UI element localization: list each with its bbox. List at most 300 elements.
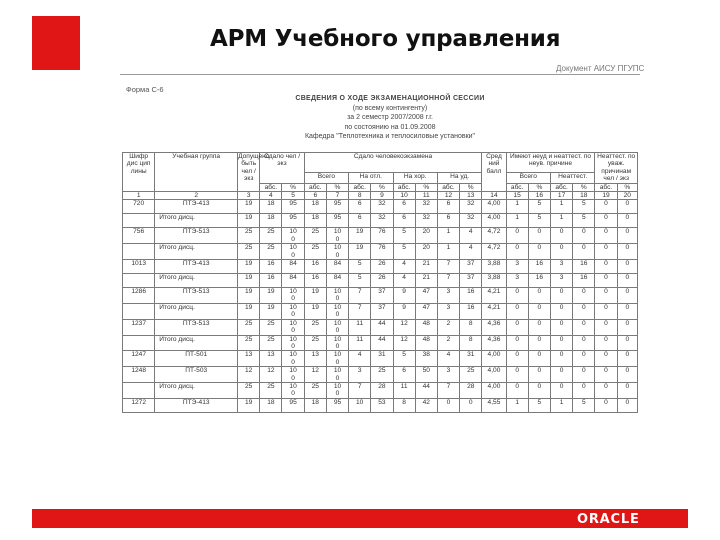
column-number: 2 bbox=[155, 192, 238, 200]
header-abs: абс. bbox=[506, 183, 528, 191]
table-cell: 25 bbox=[304, 382, 326, 398]
table-cell: 7 bbox=[349, 288, 371, 304]
column-number: 16 bbox=[528, 192, 550, 200]
table-cell: Итого дисц. bbox=[155, 244, 238, 260]
table-cell: 1 bbox=[437, 228, 459, 244]
table-cell: 6 bbox=[393, 367, 415, 383]
table-cell: 0 bbox=[550, 228, 572, 244]
table-cell: 0 bbox=[550, 351, 572, 367]
table-cell: 18 bbox=[304, 200, 326, 214]
table-cell: 720 bbox=[123, 200, 155, 214]
table-cell: 47 bbox=[415, 288, 437, 304]
table-cell: 0 bbox=[617, 274, 637, 288]
table-cell: 32 bbox=[415, 200, 437, 214]
table-cell: 19 bbox=[304, 303, 326, 319]
table-cell: 0 bbox=[550, 319, 572, 335]
table-cell: ПТЭ-513 bbox=[155, 228, 238, 244]
table-cell: 25 bbox=[304, 228, 326, 244]
table-cell: 0 bbox=[617, 398, 637, 412]
report-subtitle-line: (по всему контингенту) bbox=[352, 104, 428, 112]
table-cell: 44 bbox=[415, 382, 437, 398]
table-cell: 10 0 bbox=[326, 382, 348, 398]
table-cell: 0 bbox=[595, 228, 617, 244]
table-cell: 0 bbox=[617, 288, 637, 304]
report-subtitle-line: Кафедра "Теплотехника и теплосиловые установки" bbox=[304, 133, 476, 140]
table-cell: 3 bbox=[550, 274, 572, 288]
table-cell: 0 bbox=[595, 288, 617, 304]
table-cell: 3 bbox=[437, 288, 459, 304]
table-cell: 10 0 bbox=[282, 335, 304, 351]
table-cell: 7 bbox=[349, 303, 371, 319]
table-cell: 1 bbox=[550, 214, 572, 228]
column-number: 5 bbox=[282, 192, 304, 200]
table-cell: 25 bbox=[260, 244, 282, 260]
table-cell: 10 0 bbox=[282, 382, 304, 398]
table-cell: 19 bbox=[260, 303, 282, 319]
table-cell: ПТ-503 bbox=[155, 367, 238, 383]
table-cell: 5 bbox=[349, 260, 371, 274]
table-cell: 12 bbox=[393, 319, 415, 335]
session-report-table bbox=[122, 152, 638, 413]
table-cell: 25 bbox=[238, 382, 260, 398]
table-row bbox=[123, 260, 638, 274]
table-cell: 18 bbox=[304, 398, 326, 412]
table-cell: 2 bbox=[437, 319, 459, 335]
table-cell: 3 bbox=[437, 367, 459, 383]
table-cell: 1 bbox=[506, 398, 528, 412]
column-number: 9 bbox=[371, 192, 393, 200]
table-cell: 95 bbox=[282, 200, 304, 214]
table-cell: 10 0 bbox=[326, 319, 348, 335]
header-admitted: Допущено быть чел / экз bbox=[238, 153, 260, 192]
document-label: Документ АИСУ ПГУПС bbox=[556, 64, 645, 73]
table-cell: 9 bbox=[393, 288, 415, 304]
table-cell: 25 bbox=[238, 319, 260, 335]
table-cell: 0 bbox=[595, 335, 617, 351]
table-cell: 3,88 bbox=[482, 274, 506, 288]
table-cell: 25 bbox=[371, 367, 393, 383]
table-row bbox=[123, 367, 638, 383]
table-cell: 21 bbox=[415, 274, 437, 288]
table-cell: 4 bbox=[460, 244, 482, 260]
table-cell: 19 bbox=[238, 303, 260, 319]
table-cell: 6 bbox=[437, 200, 459, 214]
table-cell: 25 bbox=[238, 335, 260, 351]
table-cell: 16 bbox=[304, 274, 326, 288]
table-cell: 4,00 bbox=[482, 367, 506, 383]
table-cell: 0 bbox=[617, 214, 637, 228]
table-cell: ПТЭ-513 bbox=[155, 319, 238, 335]
table-cell: 25 bbox=[260, 319, 282, 335]
table-cell: 16 bbox=[573, 260, 595, 274]
table-cell: 10 0 bbox=[282, 244, 304, 260]
column-number: 3 bbox=[238, 192, 260, 200]
table-cell: Итого дисц. bbox=[155, 274, 238, 288]
table-cell: 18 bbox=[260, 398, 282, 412]
table-cell: 7 bbox=[437, 382, 459, 398]
table-cell: 32 bbox=[460, 214, 482, 228]
header-person-exams: Сдало человекоэкзамена bbox=[304, 153, 482, 173]
table-cell: 13 bbox=[304, 351, 326, 367]
header-pct: % bbox=[460, 183, 482, 191]
table-cell: 4,55 bbox=[482, 398, 506, 412]
table-cell: ПТЭ-513 bbox=[155, 288, 238, 304]
table-cell: 19 bbox=[260, 288, 282, 304]
table-cell: 0 bbox=[595, 398, 617, 412]
table-cell: 84 bbox=[282, 274, 304, 288]
table-cell: 4,72 bbox=[482, 244, 506, 260]
table-cell: 0 bbox=[617, 303, 637, 319]
table-cell: ПТЭ-413 bbox=[155, 398, 238, 412]
report-subtitle-line: по состоянию на 01.09.2008 bbox=[344, 123, 436, 131]
table-cell: 10 0 bbox=[326, 288, 348, 304]
table-cell: 10 0 bbox=[282, 319, 304, 335]
table-cell: 4 bbox=[393, 260, 415, 274]
table-cell: 0 bbox=[506, 335, 528, 351]
column-number: 12 bbox=[437, 192, 459, 200]
header-abs: абс. bbox=[260, 183, 282, 191]
table-cell: 5 bbox=[528, 214, 550, 228]
table-cell: 16 bbox=[528, 274, 550, 288]
column-number: 14 bbox=[482, 192, 506, 200]
table-cell: 4,21 bbox=[482, 303, 506, 319]
table-cell: 0 bbox=[617, 319, 637, 335]
table-cell: 42 bbox=[415, 398, 437, 412]
table-cell: 0 bbox=[617, 335, 637, 351]
header-excellent: На отл. bbox=[349, 172, 393, 183]
table-cell: 0 bbox=[617, 244, 637, 260]
header-abs: абс. bbox=[550, 183, 572, 191]
table-cell: 16 bbox=[304, 260, 326, 274]
table-cell: 0 bbox=[573, 367, 595, 383]
table-cell: 84 bbox=[326, 274, 348, 288]
table-cell: 3 bbox=[506, 260, 528, 274]
table-cell: 0 bbox=[528, 244, 550, 260]
table-cell: 47 bbox=[415, 303, 437, 319]
table-cell: 1272 bbox=[123, 398, 155, 412]
table-cell: 10 0 bbox=[282, 351, 304, 367]
table-cell: 1 bbox=[437, 244, 459, 260]
header-abs: абс. bbox=[595, 183, 617, 191]
table-cell: 4,72 bbox=[482, 228, 506, 244]
table-cell: 0 bbox=[595, 200, 617, 214]
table-cell: 10 0 bbox=[282, 303, 304, 319]
table-cell: 95 bbox=[282, 214, 304, 228]
table-cell: 19 bbox=[238, 200, 260, 214]
table-cell: 2 bbox=[437, 335, 459, 351]
table-cell: 0 bbox=[595, 382, 617, 398]
table-cell: 5 bbox=[573, 398, 595, 412]
table-cell: 13 bbox=[260, 351, 282, 367]
table-cell: Итого дисц. bbox=[155, 335, 238, 351]
table-cell: 12 bbox=[238, 367, 260, 383]
table-cell: 0 bbox=[506, 244, 528, 260]
table-cell: 19 bbox=[349, 244, 371, 260]
table-cell: 0 bbox=[506, 288, 528, 304]
table-row bbox=[123, 274, 638, 288]
header-excused: Неаттест. по уваж. причинам чел / экз bbox=[595, 153, 638, 184]
table-cell: 0 bbox=[617, 367, 637, 383]
table-cell: 1248 bbox=[123, 367, 155, 383]
table-cell: 19 bbox=[238, 260, 260, 274]
table-cell: 16 bbox=[460, 288, 482, 304]
table-cell: 0 bbox=[595, 244, 617, 260]
table-cell: 16 bbox=[528, 260, 550, 274]
header-pct: % bbox=[528, 183, 550, 191]
table-cell: 5 bbox=[573, 214, 595, 228]
table-cell: 0 bbox=[595, 367, 617, 383]
table-cell: Итого дисц. bbox=[155, 382, 238, 398]
table-cell: 8 bbox=[393, 398, 415, 412]
table-cell: 18 bbox=[304, 214, 326, 228]
table-cell: 0 bbox=[528, 335, 550, 351]
table-cell: 4 bbox=[393, 274, 415, 288]
header-pct: % bbox=[573, 183, 595, 191]
table-cell: 6 bbox=[393, 200, 415, 214]
table-cell: 0 bbox=[617, 351, 637, 367]
table-cell: 0 bbox=[617, 200, 637, 214]
header-abs: абс. bbox=[393, 183, 415, 191]
table-cell: 3 bbox=[349, 367, 371, 383]
table-cell: 31 bbox=[460, 351, 482, 367]
header-pct: % bbox=[282, 183, 304, 191]
table-cell: 6 bbox=[393, 214, 415, 228]
header-pct: % bbox=[415, 183, 437, 191]
table-cell: 44 bbox=[371, 335, 393, 351]
table-row bbox=[123, 335, 638, 351]
column-number: 18 bbox=[573, 192, 595, 200]
table-cell: 25 bbox=[238, 244, 260, 260]
table-cell: 21 bbox=[415, 260, 437, 274]
table-cell: 10 0 bbox=[326, 367, 348, 383]
table-cell: 0 bbox=[573, 288, 595, 304]
table-cell: 37 bbox=[460, 260, 482, 274]
report-header bbox=[150, 94, 630, 142]
table-cell: 0 bbox=[573, 335, 595, 351]
header-average: Сред ний балл bbox=[482, 153, 506, 192]
table-cell: 44 bbox=[371, 319, 393, 335]
header-passed: Сдало чел / экз bbox=[260, 153, 304, 184]
column-number: 10 bbox=[393, 192, 415, 200]
table-cell: 26 bbox=[371, 274, 393, 288]
table-cell: 38 bbox=[415, 351, 437, 367]
table-cell: 10 0 bbox=[326, 228, 348, 244]
table-cell: 0 bbox=[617, 382, 637, 398]
table-cell: 4,00 bbox=[482, 214, 506, 228]
table-cell: 0 bbox=[528, 367, 550, 383]
table-cell: 0 bbox=[595, 274, 617, 288]
table-cell: 0 bbox=[573, 351, 595, 367]
table-cell: 25 bbox=[460, 367, 482, 383]
table-cell: 10 0 bbox=[282, 367, 304, 383]
table-cell: 0 bbox=[550, 382, 572, 398]
table-cell: 32 bbox=[371, 214, 393, 228]
table-cell: ПТЭ-413 bbox=[155, 200, 238, 214]
table-cell: 7 bbox=[349, 382, 371, 398]
oracle-logo: ORACLE bbox=[577, 512, 640, 527]
table-cell: 0 bbox=[506, 303, 528, 319]
table-cell: 0 bbox=[617, 228, 637, 244]
table-cell: 0 bbox=[506, 351, 528, 367]
brand-red-square bbox=[32, 16, 80, 70]
column-number: 11 bbox=[415, 192, 437, 200]
table-cell: 16 bbox=[573, 274, 595, 288]
table-row bbox=[123, 398, 638, 412]
table-cell: 25 bbox=[260, 335, 282, 351]
table-cell: 19 bbox=[304, 288, 326, 304]
table-cell: 25 bbox=[304, 319, 326, 335]
table-cell: 19 bbox=[238, 274, 260, 288]
table-cell: 50 bbox=[415, 367, 437, 383]
table-cell: 5 bbox=[528, 200, 550, 214]
header-abs: абс. bbox=[349, 183, 371, 191]
table-cell: 0 bbox=[595, 319, 617, 335]
table-cell: 3 bbox=[550, 260, 572, 274]
table-cell: 4 bbox=[460, 228, 482, 244]
table-cell: 3 bbox=[437, 303, 459, 319]
slide-title: АРМ Учебного управления bbox=[210, 26, 561, 52]
table-cell: 0 bbox=[550, 244, 572, 260]
table-cell: 0 bbox=[460, 398, 482, 412]
table-row bbox=[123, 228, 638, 244]
table-cell bbox=[123, 335, 155, 351]
column-number: 15 bbox=[506, 192, 528, 200]
table-cell: 19 bbox=[238, 288, 260, 304]
table-cell: 0 bbox=[528, 288, 550, 304]
table-cell: 0 bbox=[528, 351, 550, 367]
table-cell: 31 bbox=[371, 351, 393, 367]
table-cell: 0 bbox=[528, 228, 550, 244]
table-cell: 0 bbox=[550, 303, 572, 319]
form-label: Форма С-6 bbox=[126, 85, 164, 94]
table-cell: 28 bbox=[460, 382, 482, 398]
header-group: Учебная группа bbox=[155, 153, 238, 192]
table-cell: 0 bbox=[595, 351, 617, 367]
table-cell: 26 bbox=[371, 260, 393, 274]
table-cell: 7 bbox=[437, 260, 459, 274]
table-cell: 0 bbox=[506, 228, 528, 244]
table-cell: 20 bbox=[415, 228, 437, 244]
table-cell: 0 bbox=[573, 228, 595, 244]
table-cell: 76 bbox=[371, 244, 393, 260]
table-cell: 4,00 bbox=[482, 351, 506, 367]
table-cell: 48 bbox=[415, 335, 437, 351]
table-cell: 10 0 bbox=[326, 351, 348, 367]
table-cell: 4,21 bbox=[482, 288, 506, 304]
table-cell: 95 bbox=[326, 200, 348, 214]
table-cell: 0 bbox=[437, 398, 459, 412]
table-cell bbox=[123, 274, 155, 288]
table-cell: 19 bbox=[349, 228, 371, 244]
table-cell: 1286 bbox=[123, 288, 155, 304]
table-cell: ПТЭ-413 bbox=[155, 260, 238, 274]
table-cell: Итого дисц. bbox=[155, 214, 238, 228]
table-cell: 16 bbox=[260, 260, 282, 274]
table-cell: 0 bbox=[595, 214, 617, 228]
table-cell: 5 bbox=[393, 351, 415, 367]
table-cell: 53 bbox=[371, 398, 393, 412]
table-cell: 4,00 bbox=[482, 382, 506, 398]
table-cell: 48 bbox=[415, 319, 437, 335]
table-cell: 25 bbox=[260, 228, 282, 244]
table-cell: 6 bbox=[349, 200, 371, 214]
table-row bbox=[123, 303, 638, 319]
table-cell: 8 bbox=[460, 319, 482, 335]
header-not-attested: Неаттест. bbox=[550, 172, 594, 183]
table-row bbox=[123, 214, 638, 228]
report-title: СВЕДЕНИЯ О ХОДЕ ЭКЗАМЕНАЦИОННОЙ СЕССИИ bbox=[295, 95, 485, 102]
table-cell: 0 bbox=[617, 260, 637, 274]
header-pct: % bbox=[371, 183, 393, 191]
table-cell: 11 bbox=[349, 319, 371, 335]
table-cell: 0 bbox=[595, 260, 617, 274]
table-cell: 25 bbox=[304, 244, 326, 260]
column-number: 20 bbox=[617, 192, 637, 200]
column-number: 6 bbox=[304, 192, 326, 200]
table-cell: 0 bbox=[573, 319, 595, 335]
table-row bbox=[123, 244, 638, 260]
table-cell bbox=[123, 244, 155, 260]
table-cell: 19 bbox=[238, 398, 260, 412]
table-cell: 10 0 bbox=[326, 335, 348, 351]
table-cell: 4 bbox=[349, 351, 371, 367]
table-cell: 4,36 bbox=[482, 335, 506, 351]
table-cell: 10 0 bbox=[326, 244, 348, 260]
table-cell: 95 bbox=[282, 398, 304, 412]
table-cell: 12 bbox=[304, 367, 326, 383]
column-number: 1 bbox=[123, 192, 155, 200]
table-cell: 11 bbox=[393, 382, 415, 398]
table-cell: 18 bbox=[260, 214, 282, 228]
table-cell: 12 bbox=[393, 335, 415, 351]
table-cell: 6 bbox=[349, 214, 371, 228]
table-row bbox=[123, 382, 638, 398]
header-abs: абс. bbox=[437, 183, 459, 191]
table-cell: 7 bbox=[437, 274, 459, 288]
table-row bbox=[123, 288, 638, 304]
table-cell: 32 bbox=[415, 214, 437, 228]
table-cell: 32 bbox=[460, 200, 482, 214]
table-cell: 4,36 bbox=[482, 319, 506, 335]
header-unsatisfactory: Имеют неуд и неаттест. по неув. причине bbox=[506, 153, 595, 173]
table-cell: 10 0 bbox=[282, 228, 304, 244]
table-cell: 10 0 bbox=[326, 303, 348, 319]
table-cell: 32 bbox=[371, 200, 393, 214]
column-number: 7 bbox=[326, 192, 348, 200]
table-row bbox=[123, 319, 638, 335]
header-total: Всего bbox=[304, 172, 348, 183]
table-cell: 16 bbox=[260, 274, 282, 288]
table-cell: 10 bbox=[349, 398, 371, 412]
table-cell: 0 bbox=[573, 244, 595, 260]
table-cell: 9 bbox=[393, 303, 415, 319]
table-cell: 3 bbox=[506, 274, 528, 288]
table-cell: 95 bbox=[326, 214, 348, 228]
header-satisfactory: На уд. bbox=[437, 172, 481, 183]
table-cell: 5 bbox=[393, 244, 415, 260]
table-cell: 6 bbox=[437, 214, 459, 228]
document-divider bbox=[120, 74, 640, 75]
table-row bbox=[123, 200, 638, 214]
table-cell: 0 bbox=[528, 382, 550, 398]
header-good: На хор. bbox=[393, 172, 437, 183]
table-cell: 5 bbox=[528, 398, 550, 412]
table-cell: 13 bbox=[238, 351, 260, 367]
table-cell: 1237 bbox=[123, 319, 155, 335]
table-cell: 37 bbox=[460, 274, 482, 288]
table-cell: 0 bbox=[573, 303, 595, 319]
table-cell: 756 bbox=[123, 228, 155, 244]
